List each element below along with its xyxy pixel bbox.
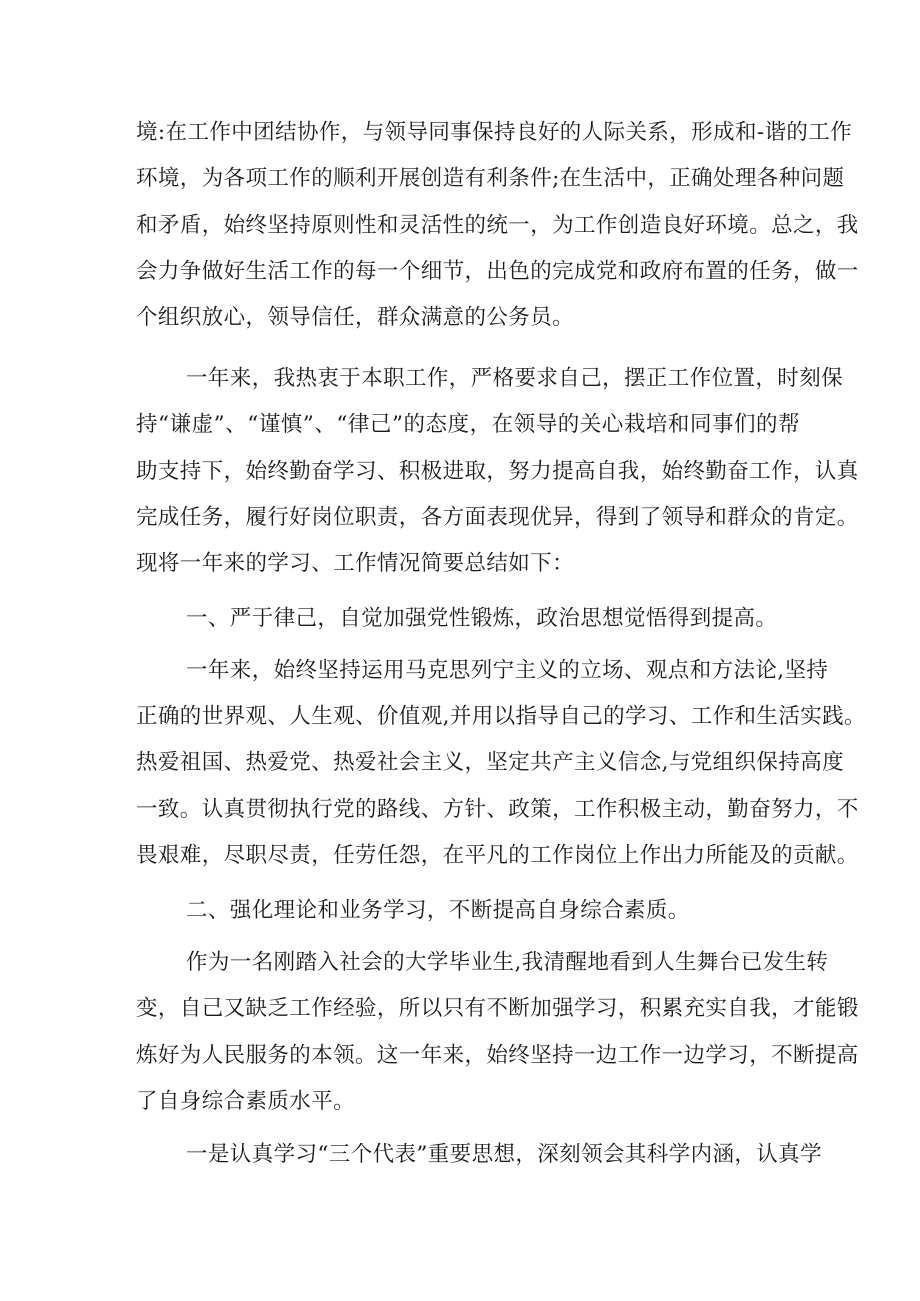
- paragraph-line: 环境，为各项工作的顺利开展创造有利条件;在生活中，正确处理各种问题: [136, 166, 845, 191]
- paragraph-line: 热爱祖国、热爱党、热爱社会主义，坚定共产主义信念,与党组织保持高度: [136, 750, 845, 775]
- paragraph-line: 境:在工作中团结协作，与领导同事保持良好的人际关系，形成和-谐的工作: [136, 120, 853, 145]
- paragraph-line: 变，自己又缺乏工作经验，所以只有不断加强学习，积累充实自我，才能锻: [136, 996, 859, 1021]
- paragraph-line: 作为一名刚踏入社会的大学毕业生,我清醒地看到人生舞台已发生转: [186, 950, 829, 975]
- paragraph-line: 和矛盾，始终坚持原则性和灵活性的统一，为工作创造良好环境。总之，我: [136, 213, 859, 238]
- section-heading: 二、强化理论和业务学习，不断提高自身综合素质。: [186, 898, 690, 923]
- paragraph-line: 了自身综合素质水平。: [136, 1089, 356, 1114]
- paragraph-line: 完成任务，履行好岗位职责，各方面表现优异，得到了领导和群众的肯定。: [136, 505, 859, 530]
- paragraph-line: 炼好为人民服务的本领。这一年来，始终坚持一边工作一边学习，不断提高: [136, 1043, 859, 1068]
- paragraph-line: 持“谦虚”、“谨慎”、“律己”的态度，在领导的关心栽培和同事们的帮: [136, 412, 800, 437]
- paragraph-line: 助支持下，始终勤奋学习、积极进取，努力提高自我，始终勤奋工作，认真: [136, 459, 859, 484]
- paragraph-line: 畏艰难，尽职尽责，任劳任怨，在平凡的工作岗位上作出力所能及的贡献。: [136, 843, 859, 868]
- paragraph-line: 个组织放心，领导信任，群众满意的公务员。: [136, 305, 575, 330]
- paragraph-line: 一致。认真贯彻执行党的路线、方针、政策，工作积极主动，勤奋努力，不: [136, 797, 859, 822]
- paragraph-line: 正确的世界观、人生观、价值观,并用以指导自己的学习、工作和生活实践。: [136, 704, 866, 729]
- paragraph-line: 一年来，始终坚持运用马克思列宁主义的立场、观点和方法论,坚持: [186, 658, 829, 683]
- paragraph-line: 一年来，我热衷于本职工作，严格要求自己，摆正工作位置，时刻保: [186, 366, 844, 391]
- paragraph-line: 会力争做好生活工作的每一个细节，出色的完成党和政府布置的任务，做一: [136, 259, 859, 284]
- section-heading: 一、严于律己，自觉加强党性锻炼，政治思想觉悟得到提高。: [186, 606, 778, 631]
- paragraph-line: 现将一年来的学习、工作情况简要总结如下：: [136, 551, 575, 576]
- paragraph-line: 一是认真学习“三个代表”重要思想，深刻领会其科学内涵，认真学: [186, 1142, 822, 1167]
